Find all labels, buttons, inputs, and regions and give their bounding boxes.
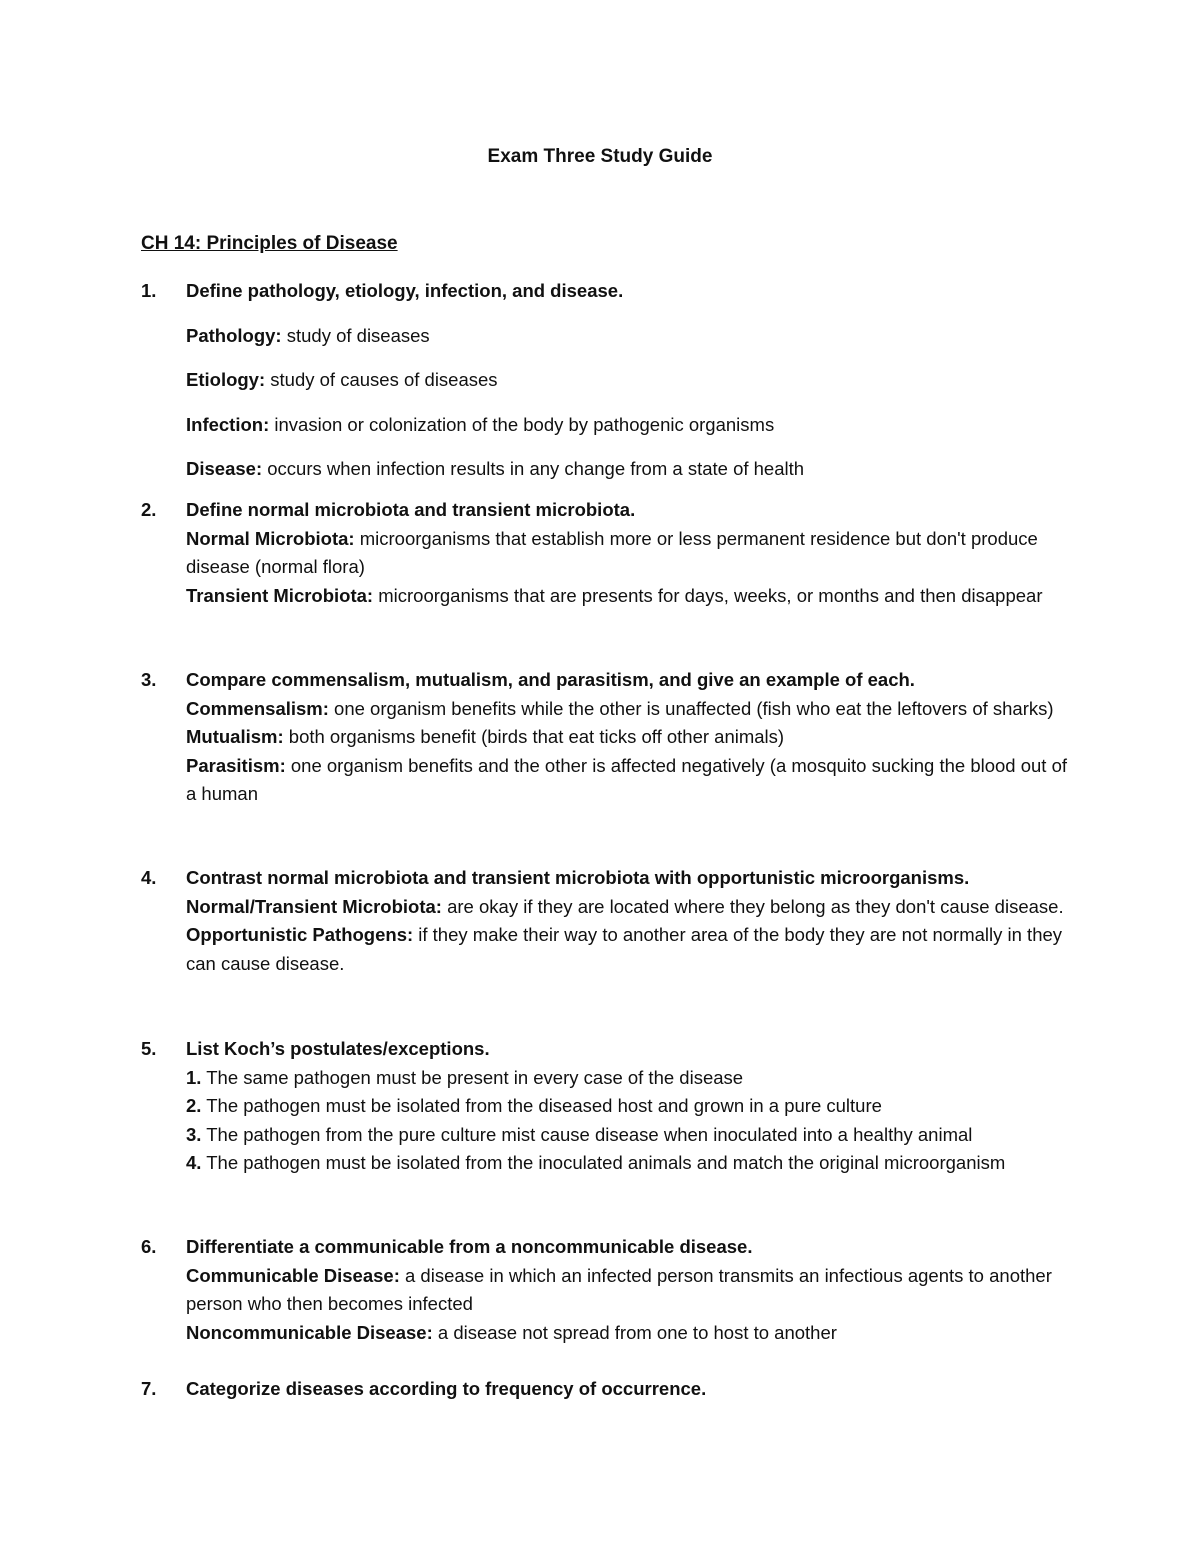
answer-term: Disease: — [186, 458, 263, 479]
answer-text: study of causes of diseases — [265, 369, 498, 390]
answer-term: Etiology: — [186, 369, 266, 390]
postulate-number: 3. — [186, 1123, 202, 1145]
answer-text: one organism benefits while the other is unaffected (fish who eat the leftovers of sharks) — [328, 697, 1054, 719]
answer-text: occurs when infection results in any change from a state of health — [262, 458, 805, 479]
answer-line — [186, 921, 1076, 978]
question-number: 5. — [141, 1038, 157, 1059]
postulate-number: 2. — [186, 1095, 202, 1116]
question-body — [186, 1035, 1076, 1178]
question-body — [186, 1233, 1076, 1347]
answer-line — [186, 1262, 1076, 1319]
answer-term: Pathology: — [186, 324, 282, 346]
answer-line — [186, 455, 1076, 484]
question-text: List Koch’s postulates/exceptions. — [186, 1038, 490, 1059]
answer-text: one organism benefits and the other is affected negatively (a mosquito sucking the blood out of a human — [186, 754, 1068, 804]
question-number: 1. — [141, 280, 157, 301]
answer-text: microorganisms that are presents for days, weeks, or months and then disappear — [373, 584, 1043, 606]
answer-text: microorganisms that establish more or less permanent residence but don't produce disease (normal flora) — [186, 527, 1038, 577]
question-body — [186, 666, 1076, 809]
question-number: 3. — [141, 669, 157, 690]
answer-text: are okay if they are located where they belong as they don't cause disease. — [441, 895, 1064, 917]
answer-term: Opportunistic Pathogens: — [186, 924, 414, 945]
question-text: Contrast normal microbiota and transient microbiota with opportunistic microorganisms. — [186, 867, 970, 888]
answer-line — [186, 525, 1076, 582]
question-number: 7. — [141, 1378, 157, 1399]
answer-text: a disease not spread from one to host to another — [432, 1321, 837, 1343]
question-body — [186, 864, 1076, 978]
answer-text: both organisms benefit (birds that eat ticks off other animals) — [283, 726, 785, 747]
postulate-line — [186, 1064, 1076, 1093]
document-title: Exam Three Study Guide — [487, 146, 713, 167]
answer-term: Communicable Disease: — [186, 1264, 400, 1286]
chapter-heading: CH 14: Principles of Disease — [141, 233, 398, 254]
answer-term: Commensalism: — [186, 697, 329, 719]
answer-line — [186, 322, 1076, 351]
answer-term: Transient Microbiota: — [186, 584, 374, 606]
question-number: 2. — [141, 499, 157, 520]
answer-line — [186, 366, 1076, 395]
postulate-number: 1. — [186, 1066, 202, 1088]
answer-text: a disease in which an infected person transmits an infectious agents to another person who then becomes infected — [186, 1264, 1052, 1314]
answer-line — [186, 695, 1076, 724]
question-number: 6. — [141, 1236, 157, 1257]
question-body — [186, 277, 1076, 484]
question-body — [186, 1375, 1076, 1404]
question-text: Define normal microbiota and transient microbiota. — [186, 499, 636, 520]
answer-term: Mutualism: — [186, 726, 284, 747]
answer-line — [186, 752, 1076, 809]
question-text: Define pathology, etiology, infection, and disease. — [186, 280, 624, 301]
answer-line — [186, 723, 1076, 752]
answer-text: if they make their way to another area of the body they are not normally in they can cause disease. — [186, 924, 1063, 974]
question-text: Differentiate a communicable from a noncommunicable disease. — [186, 1236, 753, 1257]
answer-line — [186, 1319, 1076, 1348]
answer-text: invasion or colonization of the body by pathogenic organisms — [269, 413, 775, 435]
postulate-line — [186, 1121, 1076, 1150]
answer-term: Noncommunicable Disease: — [186, 1321, 433, 1343]
postulate-number: 4. — [186, 1152, 202, 1173]
answer-term: Normal/Transient Microbiota: — [186, 895, 442, 917]
answer-line — [186, 582, 1076, 611]
postulate-line — [186, 1092, 1076, 1121]
answer-term: Infection: — [186, 413, 270, 435]
question-body — [186, 496, 1076, 610]
postulate-line — [186, 1149, 1076, 1178]
answer-text: study of diseases — [281, 324, 430, 346]
question-text: Categorize diseases according to frequency of occurrence. — [186, 1378, 707, 1399]
answer-term: Normal Microbiota: — [186, 527, 355, 549]
answer-line — [186, 411, 1076, 440]
postulate-text: The pathogen must be isolated from the diseased host and grown in a pure culture — [201, 1095, 882, 1116]
answer-line — [186, 893, 1076, 922]
postulate-text: The pathogen must be isolated from the inoculated animals and match the original microorganism — [201, 1152, 1006, 1173]
postulate-text: The same pathogen must be present in every case of the disease — [201, 1066, 744, 1088]
postulate-text: The pathogen from the pure culture mist cause disease when inoculated into a healthy animal — [201, 1123, 973, 1145]
question-number: 4. — [141, 867, 157, 888]
question-text: Compare commensalism, mutualism, and parasitism, and give an example of each. — [186, 669, 915, 690]
answer-term: Parasitism: — [186, 754, 286, 776]
